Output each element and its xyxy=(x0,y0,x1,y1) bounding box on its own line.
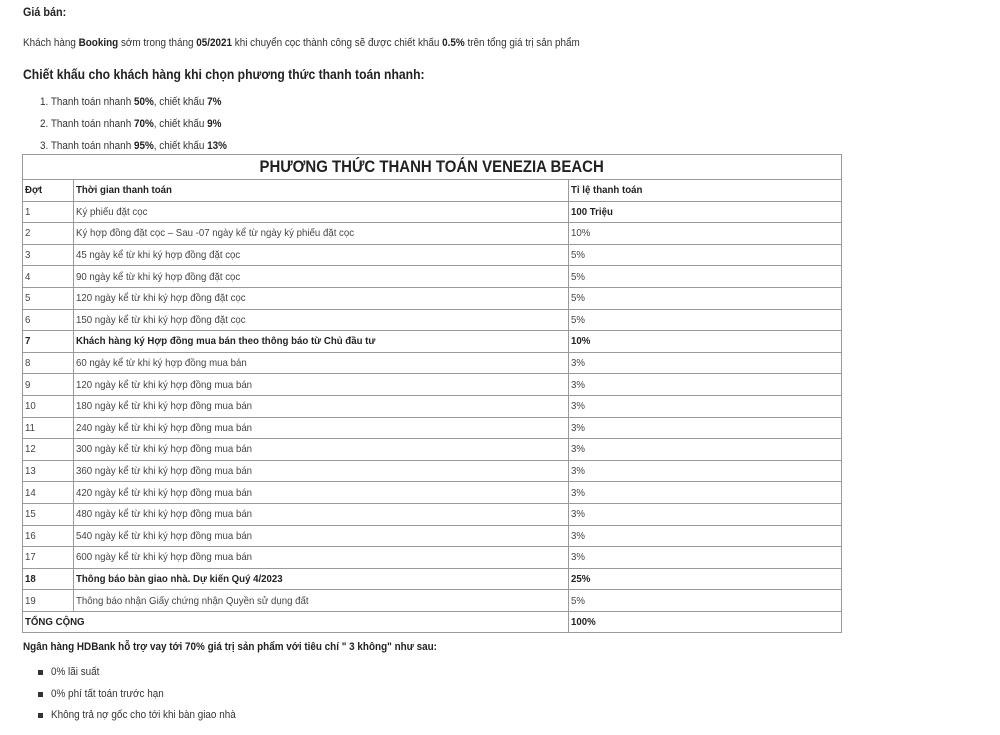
cell-text: 420 ngày kể từ khi ký hợp đồng mua bán xyxy=(76,486,253,499)
table-row xyxy=(23,482,842,504)
cell-time xyxy=(74,482,569,504)
cell-text: 10% xyxy=(571,335,591,348)
table-row xyxy=(23,525,842,547)
cell-rate xyxy=(569,547,842,569)
cell-rate xyxy=(569,352,842,374)
table-row xyxy=(23,244,842,266)
item-text: 3. Thanh toán nhanh xyxy=(40,140,134,152)
cell-phase xyxy=(23,547,74,569)
cell-text: 360 ngày kể từ khi ký hợp đồng mua bán xyxy=(76,465,253,478)
fast-payment-heading: Chiết khấu cho khách hàng khi chọn phương thức thanh toán nhanh: xyxy=(23,67,425,82)
cell-text: 480 ngày kể từ khi ký hợp đồng mua bán xyxy=(76,508,253,521)
cell-text: 600 ngày kể từ khi ký hợp đồng mua bán xyxy=(76,551,253,564)
cell-rate xyxy=(569,266,842,288)
cell-text: 150 ngày kể từ khi ký hợp đồng đặt cọc xyxy=(76,313,246,326)
cell-rate xyxy=(569,460,842,482)
cell-text: 3% xyxy=(571,465,585,478)
cell-text: 540 ngày kể từ khi ký hợp đồng mua bán xyxy=(76,529,253,542)
table-row xyxy=(23,590,842,612)
table-row xyxy=(23,417,842,439)
cell-phase xyxy=(23,439,74,461)
booking-suffix: trên tổng giá trị sản phẩm xyxy=(464,37,580,49)
cell-rate xyxy=(569,331,842,353)
table-row xyxy=(23,460,842,482)
cell-text: 12 xyxy=(25,443,36,456)
cell-time xyxy=(74,352,569,374)
list-item xyxy=(40,95,227,117)
table-total-row xyxy=(23,611,842,633)
cell-text: 1 xyxy=(25,205,31,218)
cell-phase xyxy=(23,503,74,525)
cell-time xyxy=(74,590,569,612)
cell-time xyxy=(74,201,569,223)
cell-phase xyxy=(23,417,74,439)
cell-time xyxy=(74,439,569,461)
bank-benefits-list xyxy=(36,665,256,730)
booking-month: 05/2021 xyxy=(196,37,233,49)
cell-time xyxy=(74,287,569,309)
table-row xyxy=(23,395,842,417)
item-mid: , chiết khấu xyxy=(153,96,208,108)
table-row xyxy=(23,374,842,396)
list-item xyxy=(36,708,256,730)
cell-text: 5% xyxy=(571,292,585,305)
fast-payment-list xyxy=(40,95,248,161)
header-text: Đợt xyxy=(25,184,43,197)
cell-text: 13 xyxy=(25,465,36,478)
cell-text: Thông báo bàn giao nhà. Dự kiến Quý 4/2023 xyxy=(76,572,283,585)
cell-text: 8 xyxy=(25,357,31,370)
cell-text: 3% xyxy=(571,443,585,456)
cell-text: 17 xyxy=(25,551,36,564)
cell-text: 300 ngày kể từ khi ký hợp đồng mua bán xyxy=(76,443,253,456)
cell-text: 120 ngày kể từ khi ký hợp đồng đặt cọc xyxy=(76,292,246,305)
cell-text: 11 xyxy=(25,421,36,434)
booking-discount: 0.5% xyxy=(442,37,465,49)
cell-rate xyxy=(569,482,842,504)
booking-middle2: khi chuyển cọc thành công sẽ được chiết khấu xyxy=(232,37,443,49)
header-phase xyxy=(23,180,74,202)
cell-text: 5% xyxy=(571,270,585,283)
cell-rate xyxy=(569,244,842,266)
header-text: Tỉ lệ thanh toán xyxy=(571,184,643,197)
cell-text: 3% xyxy=(571,551,585,564)
cell-text: 5% xyxy=(571,313,585,326)
cell-time xyxy=(74,395,569,417)
bank-item-text: Không trả nợ gốc cho tới khi bàn giao nhà xyxy=(51,709,236,721)
cell-time xyxy=(74,223,569,245)
list-item xyxy=(40,117,227,139)
table-row xyxy=(23,503,842,525)
table-title-row xyxy=(23,155,842,180)
cell-time xyxy=(74,460,569,482)
item-mid: , chiết khấu xyxy=(153,118,208,130)
cell-phase xyxy=(23,482,74,504)
cell-text: 14 xyxy=(25,486,36,499)
cell-rate xyxy=(569,417,842,439)
cell-text: 3% xyxy=(571,529,585,542)
cell-text: 7 xyxy=(25,335,31,348)
cell-phase xyxy=(23,525,74,547)
booking-discount-text xyxy=(23,37,580,49)
cell-text: 6 xyxy=(25,313,31,326)
bank-item-text: 0% phí tất toán trước hạn xyxy=(51,687,164,700)
cell-text: 4 xyxy=(25,270,31,283)
cell-rate xyxy=(569,590,842,612)
cell-phase xyxy=(23,374,74,396)
cell-text: 3% xyxy=(571,357,585,370)
booking-word: Booking xyxy=(78,37,119,49)
cell-phase xyxy=(23,201,74,223)
cell-phase xyxy=(23,331,74,353)
table-row xyxy=(23,352,842,374)
cell-time xyxy=(74,547,569,569)
total-label xyxy=(23,611,569,633)
cell-phase xyxy=(23,395,74,417)
cell-phase xyxy=(23,309,74,331)
cell-text: Ký hợp đồng đặt cọc – Sau -07 ngày kể từ ngày ký phiếu đặt cọc xyxy=(76,227,355,240)
cell-text: Khách hàng ký Hợp đồng mua bán theo thông báo từ Chủ đầu tư xyxy=(76,335,376,348)
table-header-row xyxy=(23,180,842,202)
cell-phase xyxy=(23,352,74,374)
item-discount: 7% xyxy=(207,96,222,108)
table-row xyxy=(23,439,842,461)
total-label-text: TỔNG CỘNG xyxy=(25,616,85,629)
price-label: Giá bán: xyxy=(23,5,67,19)
bullet-icon xyxy=(38,670,43,675)
cell-rate xyxy=(569,201,842,223)
list-item xyxy=(36,665,256,687)
cell-text: 45 ngày kể từ khi ký hợp đồng đặt cọc xyxy=(76,249,241,262)
cell-time xyxy=(74,244,569,266)
cell-time xyxy=(74,374,569,396)
cell-text: 5% xyxy=(571,249,585,262)
bank-heading: Ngân hàng HDBank hỗ trợ vay tới 70% giá trị sản phẩm với tiêu chí " 3 không" như sau: xyxy=(23,641,437,653)
cell-text: 5 xyxy=(25,292,31,305)
bullet-icon xyxy=(38,692,43,697)
cell-time xyxy=(74,417,569,439)
cell-text: 19 xyxy=(25,594,36,607)
cell-phase xyxy=(23,460,74,482)
table-title-text: PHƯƠNG THỨC THANH TOÁN VENEZIA BEACH xyxy=(259,157,605,176)
cell-text: 2 xyxy=(25,227,31,240)
item-text: 1. Thanh toán nhanh xyxy=(40,96,134,108)
cell-text: 180 ngày kể từ khi ký hợp đồng mua bán xyxy=(76,400,253,413)
item-discount: 9% xyxy=(207,118,222,130)
booking-prefix: Khách hàng xyxy=(23,37,79,49)
cell-rate xyxy=(569,395,842,417)
cell-rate xyxy=(569,525,842,547)
booking-middle: sớm trong tháng xyxy=(118,37,197,49)
cell-text: 25% xyxy=(571,572,591,585)
cell-text: 3% xyxy=(571,400,585,413)
cell-text: 90 ngày kể từ khi ký hợp đồng đặt cọc xyxy=(76,270,241,283)
cell-text: 18 xyxy=(25,572,36,585)
header-time xyxy=(74,180,569,202)
cell-text: 9 xyxy=(25,378,31,391)
total-value-text: 100% xyxy=(571,616,596,629)
bank-item-text: 0% lãi suất xyxy=(51,666,100,678)
cell-text: 3% xyxy=(571,508,585,521)
cell-phase xyxy=(23,568,74,590)
table-row xyxy=(23,201,842,223)
cell-rate xyxy=(569,503,842,525)
table-row xyxy=(23,309,842,331)
cell-text: 10 xyxy=(25,400,36,413)
cell-time xyxy=(74,266,569,288)
item-pct: 95% xyxy=(133,140,154,152)
cell-text: 10% xyxy=(571,227,591,240)
cell-rate xyxy=(569,309,842,331)
cell-text: 15 xyxy=(25,508,36,521)
item-pct: 70% xyxy=(133,118,154,130)
table-row xyxy=(23,287,842,309)
cell-phase xyxy=(23,244,74,266)
list-item xyxy=(36,687,256,709)
cell-text: 16 xyxy=(25,529,36,542)
table-row xyxy=(23,223,842,245)
cell-text: 3 xyxy=(25,249,31,262)
cell-time xyxy=(74,309,569,331)
item-pct: 50% xyxy=(133,96,154,108)
table-row xyxy=(23,568,842,590)
cell-text: Thông báo nhận Giấy chứng nhận Quyền sử dụng đất xyxy=(76,594,309,607)
table-row xyxy=(23,266,842,288)
cell-time xyxy=(74,331,569,353)
cell-text: 60 ngày kể từ khi ký hợp đồng mua bán xyxy=(76,357,247,370)
bullet-icon xyxy=(38,713,43,718)
item-text: 2. Thanh toán nhanh xyxy=(40,118,134,130)
cell-rate xyxy=(569,223,842,245)
cell-text: 3% xyxy=(571,486,585,499)
cell-text: 100 Triệu xyxy=(571,205,613,218)
cell-time xyxy=(74,568,569,590)
payment-schedule-table xyxy=(22,154,842,633)
total-value xyxy=(569,611,842,633)
table-title xyxy=(23,155,842,180)
cell-text: 120 ngày kể từ khi ký hợp đồng mua bán xyxy=(76,378,253,391)
item-mid: , chiết khấu xyxy=(153,140,208,152)
cell-phase xyxy=(23,223,74,245)
cell-text: 240 ngày kể từ khi ký hợp đồng mua bán xyxy=(76,421,253,434)
cell-rate xyxy=(569,374,842,396)
cell-rate xyxy=(569,439,842,461)
header-text: Thời gian thanh toán xyxy=(76,184,172,197)
cell-rate xyxy=(569,287,842,309)
cell-text: Ký phiếu đặt cọc xyxy=(76,205,148,218)
cell-time xyxy=(74,525,569,547)
cell-rate xyxy=(569,568,842,590)
cell-text: 5% xyxy=(571,594,585,607)
cell-text: 3% xyxy=(571,378,585,391)
table-row xyxy=(23,331,842,353)
cell-time xyxy=(74,503,569,525)
cell-phase xyxy=(23,287,74,309)
item-discount: 13% xyxy=(207,140,228,152)
cell-phase xyxy=(23,590,74,612)
header-rate xyxy=(569,180,842,202)
cell-text: 3% xyxy=(571,421,585,434)
table-row xyxy=(23,547,842,569)
cell-phase xyxy=(23,266,74,288)
